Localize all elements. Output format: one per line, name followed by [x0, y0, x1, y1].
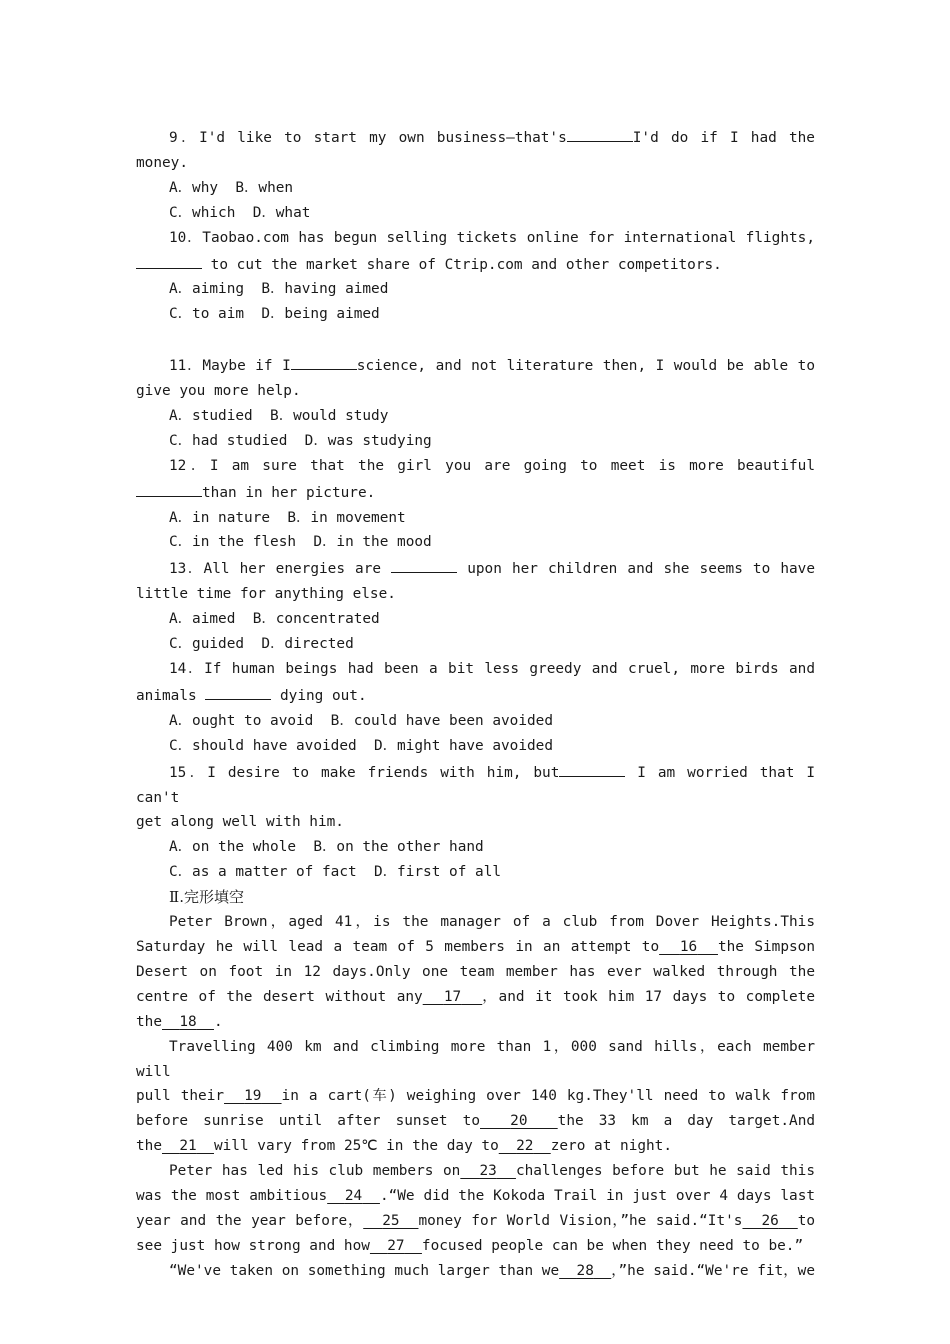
passage-line: Travelling 400 km and climbing more than 1，000 sand hills，each member will [136, 1038, 815, 1080]
question-12-stem-cont: than in her picture. [136, 479, 815, 506]
cloze-blank-17: 17 [443, 988, 462, 1005]
passage-line: before sunrise until after sunset to 20 the 33 km a day target.And [136, 1113, 816, 1130]
passage-line: centre of the desert without any 17 ，and it took him 17 days to complete [136, 988, 815, 1005]
question-13-options-ab: A．aimed B．concentrated [169, 611, 380, 628]
question-12-stem: 12．I am sure that the girl you are going to meet is more beautiful [169, 457, 815, 474]
question-9-stem: 9．I'd like to start my own business—that's I'd do if I had the [136, 124, 815, 151]
cloze-blank-24: 24 [344, 1188, 363, 1205]
question-14-stem-cont: animals dying out. [136, 682, 815, 709]
passage-line: Desert on foot in 12 days.Only one team member has ever walked through the [136, 963, 815, 980]
question-11-options-ab: A．studied B．would study [169, 407, 389, 424]
answer-blank [391, 555, 457, 573]
cloze-blank-26: 26 [761, 1212, 779, 1229]
question-15-options-ab: A．on the whole B．on the other hand [169, 839, 484, 856]
question-12-options-ab: A．in nature B．in movement [169, 509, 406, 526]
passage-line: “We've taken on something much larger than we 28 ，”he said.“We're fit，we [169, 1262, 815, 1279]
passage-line: Peter has led his club members on 23 challenges before but he said this [169, 1163, 816, 1180]
question-11-stem: 11．Maybe if I science, and not literature then, I would be able to [136, 352, 815, 379]
passage-line: the 21 will vary from 25℃ in the day to 22 zero at night. [136, 1138, 673, 1155]
cloze-blank-28: 28 [576, 1262, 594, 1279]
answer-blank [136, 479, 202, 497]
passage-line: see just how strong and how 27 focused people can be when they need to be.” [136, 1237, 804, 1254]
question-13-options-cd: C．guided D．directed [169, 636, 354, 653]
document-page [136, 124, 815, 1284]
passage-line: year and the year before， 25 money for World Vision，”he said.“It's 26 to [136, 1212, 816, 1229]
answer-blank [136, 251, 202, 269]
question-12-options-cd: C．in the flesh D．in the mood [169, 534, 432, 551]
question-13-stem: 13．All her energies are upon her children and she seems to have [136, 555, 815, 582]
question-15-stem: 15．I desire to make friends with him, but I am worried that I can't [136, 759, 815, 811]
question-10-stem: 10．Taobao.com has begun selling tickets online for international flights, [169, 229, 815, 246]
passage-line: Peter Brown，aged 41，is the manager of a club from Dover Heights.This [169, 914, 815, 931]
answer-blank [567, 124, 633, 142]
cloze-blank-25: 25 [382, 1212, 400, 1229]
cloze-blank-22: 22 [516, 1138, 534, 1155]
question-13-stem-cont: little time for anything else. [136, 586, 396, 603]
question-9-stem-cont: money. [136, 154, 188, 171]
answer-blank [291, 352, 357, 370]
question-11-stem-cont: give you more help. [136, 383, 301, 400]
cloze-blank-27: 27 [387, 1237, 405, 1254]
passage-line: pull their 19 in a cart(车) weighing over 140 kg.They'll need to walk from [136, 1088, 816, 1105]
cloze-blank-21: 21 [179, 1138, 197, 1155]
question-15-stem-cont: get along well with him. [136, 814, 344, 831]
cloze-blank-16: 16 [679, 938, 698, 955]
question-10-options-cd: C．to aim D．being aimed [169, 306, 380, 323]
question-9-options-cd: C．which D．what [169, 204, 311, 221]
section-heading-cloze: Ⅱ.完形填空 [169, 888, 244, 907]
passage-line: the 18 . [136, 1013, 223, 1030]
passage-line: was the most ambitious 24 .“We did the Kokoda Trail in just over 4 days last [136, 1188, 816, 1205]
cloze-blank-20: 20 [510, 1113, 528, 1130]
question-14-options-ab: A．ought to avoid B．could have been avoided [169, 712, 554, 729]
cloze-blank-19: 19 [244, 1088, 262, 1105]
question-9-options-ab: A．why B．when [169, 179, 294, 196]
question-10-options-ab: A．aiming B．having aimed [169, 281, 389, 298]
question-14-stem: 14．If human beings had been a bit less greedy and cruel, more birds and [169, 661, 815, 678]
answer-blank [559, 759, 625, 777]
question-14-options-cd: C．should have avoided D．might have avoided [169, 737, 554, 754]
question-11-options-cd: C．had studied D．was studying [169, 432, 432, 449]
cloze-blank-18: 18 [179, 1013, 197, 1030]
question-15-options-cd: C．as a matter of fact D．first of all [169, 864, 502, 881]
cloze-blank-23: 23 [479, 1163, 497, 1180]
answer-blank [205, 682, 271, 700]
question-10-stem-cont: to cut the market share of Ctrip.com and other competitors. [136, 251, 815, 278]
passage-line: Saturday he will lead a team of 5 members in an attempt to 16 the Simpson [136, 938, 815, 955]
